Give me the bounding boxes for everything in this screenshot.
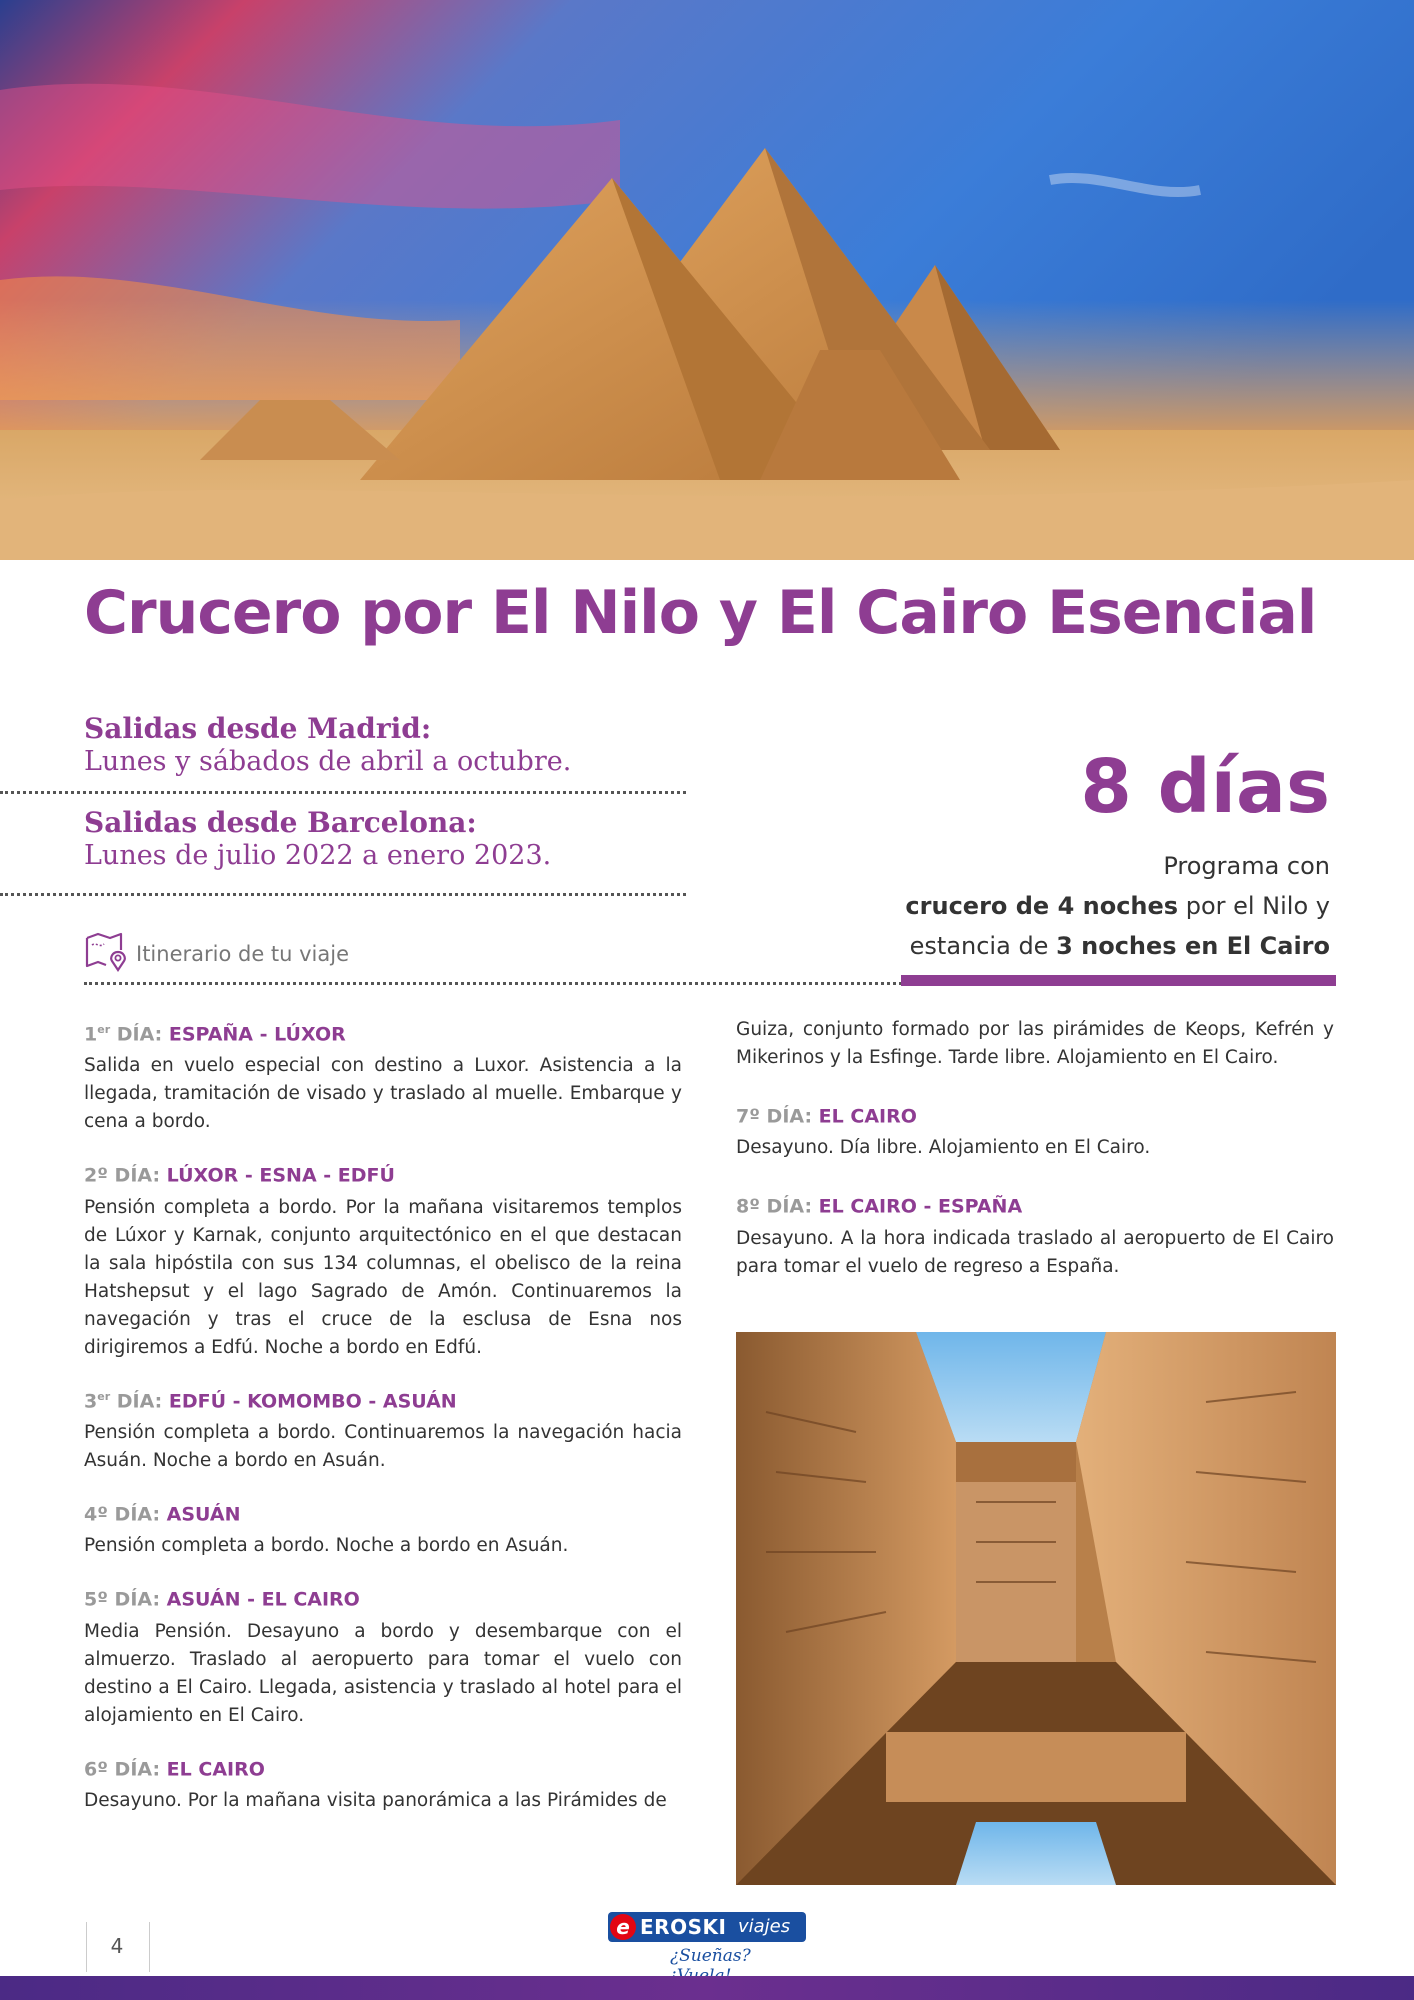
day-description: Salida en vuelo especial con destino a Luxor. Asistencia a la llegada, tramitación de visado y traslado al muelle. Embarque y cena a bordo.: [84, 1055, 682, 1133]
day-heading: 2º DÍA: LÚXOR - ESNA - EDFÚ: [84, 1164, 395, 1187]
day-description: Pensión completa a bordo. Por la mañana visitaremos templos de Lúxor y Karnak, conjunto arquitectónico en el que destacan la sala hipóstila con sus 134 columnas, el obelisco de la reina Hatshepsut y el lago Sagrado de Amón. Continuaremos la navegación y tras el cruce de la esclusa de Esna nos dirigiremos a Edfú. Noche a bordo en Edfú.: [84, 1196, 682, 1358]
departures-madrid-dates: Lunes y sábados de abril a octubre.: [84, 746, 572, 777]
day-entry: [84, 1383, 682, 1475]
page-title: Crucero por El Nilo y El Cairo Esencial: [84, 578, 1317, 648]
logo-e-mark: e: [610, 1914, 636, 1940]
day-heading: 5º DÍA: ASUÁN - EL CAIRO: [84, 1588, 360, 1611]
logo-brand: EROSKI: [640, 1915, 727, 1939]
departures-madrid-heading: Salidas desde Madrid:: [84, 712, 432, 745]
day-description: Pensión completa a bordo. Continuaremos la navegación hacia Asuán. Noche a bordo en Asuán.: [84, 1421, 682, 1471]
divider: [84, 982, 985, 985]
program-line-3: [830, 926, 1330, 966]
map-pin-icon: [84, 930, 130, 978]
temple-photo: [736, 1332, 1336, 1885]
day-entry: [84, 1581, 682, 1729]
day-heading: 3er DÍA: EDFÚ - KOMOMBO - ASUÁN: [84, 1389, 457, 1412]
departures-barcelona-dates: Lunes de julio 2022 a enero 2023.: [84, 840, 552, 871]
program-line-2: [830, 886, 1330, 926]
accent-bar: [901, 975, 1336, 986]
day-heading: 8º DÍA: EL CAIRO - ESPAÑA: [736, 1195, 1023, 1218]
logo-sub: viajes: [738, 1916, 791, 1937]
program-summary: [830, 846, 1330, 966]
day-description: Desayuno. A la hora indicada traslado al aeropuerto de El Cairo para tomar el vuelo de regreso a España.: [736, 1227, 1334, 1277]
program-cruise: crucero de 4 noches: [905, 892, 1179, 920]
day-description: Pensión completa a bordo. Noche a bordo en Asuán.: [84, 1535, 569, 1557]
itinerary-left-column: [84, 1016, 682, 1836]
day-heading: 4º DÍA: ASUÁN: [84, 1503, 241, 1526]
trip-duration: 8 días: [1080, 744, 1330, 830]
itinerary-right-column: [736, 1016, 1334, 1302]
day-description: Desayuno. Por la mañana visita panorámica a las Pirámides de: [84, 1789, 667, 1811]
program-stay-prefix: estancia de: [909, 932, 1057, 960]
day-heading: 7º DÍA: EL CAIRO: [736, 1105, 917, 1128]
page-number: 4: [110, 1934, 124, 1958]
program-cruise-rest: por el Nilo y: [1178, 892, 1330, 920]
footer-bar: [0, 1976, 1414, 2000]
day-entry: [84, 1157, 682, 1361]
divider: [0, 791, 686, 794]
day-description: Desayuno. Día libre. Alojamiento en El Cairo.: [736, 1137, 1151, 1159]
hero-image-pyramids: [0, 0, 1414, 560]
logo-slogan: ¿Sueñas?: [670, 1946, 751, 1966]
departures-madrid: [84, 712, 684, 778]
day-entry: [736, 1098, 1334, 1162]
day-entry: [84, 1496, 682, 1560]
itinerary-header: [84, 930, 349, 978]
program-stay: 3 noches en El Cairo: [1056, 932, 1330, 960]
eroski-viajes-logo: [608, 1912, 808, 1972]
day-heading: 1er DÍA: ESPAÑA - LÚXOR: [84, 1023, 346, 1046]
day-entry: [84, 1016, 682, 1136]
day-entry: [736, 1188, 1334, 1280]
itinerary-label: Itinerario de tu viaje: [136, 942, 350, 966]
day-entry-continued: [736, 1016, 1334, 1072]
day-description: Guiza, conjunto formado por las pirámides de Keops, Kefrén y Mikerinos y la Esfinge. Tarde libre. Alojamiento en El Cairo.: [736, 1019, 1334, 1068]
departures-barcelona-heading: Salidas desde Barcelona:: [84, 806, 477, 839]
departures-barcelona: [84, 806, 684, 872]
divider: [0, 893, 686, 896]
day-entry: [84, 1751, 682, 1815]
day-heading: 6º DÍA: EL CAIRO: [84, 1757, 265, 1780]
program-line-1: Programa con: [1163, 852, 1330, 880]
day-description: Media Pensión. Desayuno a bordo y desembarque con el almuerzo. Traslado al aeropuerto para tomar el vuelo con destino a El Cairo. Llegada, asistencia y traslado al hotel para el alojamiento en El Cairo.: [84, 1620, 682, 1726]
